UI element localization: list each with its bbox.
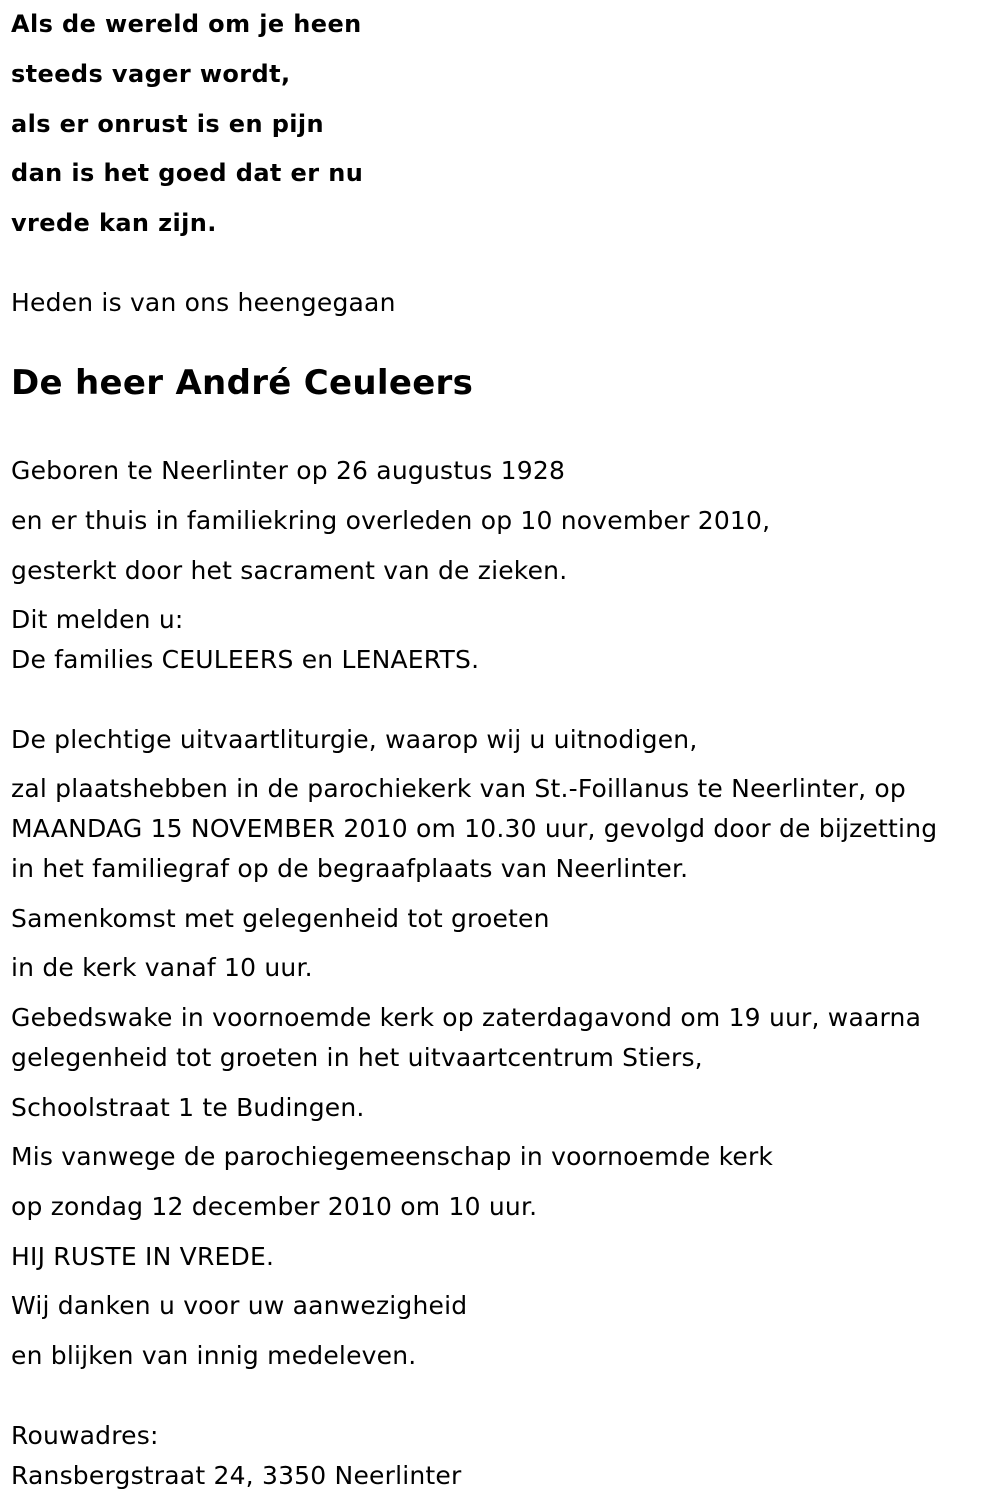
poem-line: steeds vager wordt, xyxy=(11,60,291,88)
death-line: en er thuis in familiekring overleden op 10 november 2010, xyxy=(11,506,771,535)
wake-line: gelegenheid tot groeten in het uitvaartcentrum Stiers, xyxy=(11,1043,703,1072)
mass-line: op zondag 12 december 2010 om 10 uur. xyxy=(11,1192,538,1221)
thanks-line: Wij danken u voor uw aanwezigheid xyxy=(11,1291,468,1320)
rest-in-peace: HIJ RUSTE IN VREDE. xyxy=(11,1242,275,1271)
funeral-line: De plechtige uitvaartliturgie, waarop wij u uitnodigen, xyxy=(11,725,698,754)
intro-text: Heden is van ons heengegaan xyxy=(11,288,396,317)
poem-line: Als de wereld om je heen xyxy=(11,10,362,38)
funeral-line: zal plaatshebben in de parochiekerk van St.-Foillanus te Neerlinter, op xyxy=(11,774,906,803)
gathering-line: Samenkomst met gelegenheid tot groeten xyxy=(11,904,550,933)
announce-label: Dit melden u: xyxy=(11,605,184,634)
funeral-line: in het familiegraf op de begraafplaats van Neerlinter. xyxy=(11,854,689,883)
wake-line: Schoolstraat 1 te Budingen. xyxy=(11,1093,365,1122)
address-label: Rouwadres: xyxy=(11,1421,159,1450)
funeral-line: MAANDAG 15 NOVEMBER 2010 om 10.30 uur, gevolgd door de bijzetting xyxy=(11,814,938,843)
wake-line: Gebedswake in voornoemde kerk op zaterdagavond om 19 uur, waarna xyxy=(11,1003,922,1032)
mass-line: Mis vanwege de parochiegemeenschap in voornoemde kerk xyxy=(11,1142,774,1171)
poem-line: vrede kan zijn. xyxy=(11,209,217,237)
deceased-name: De heer André Ceuleers xyxy=(11,363,474,403)
families-line: De families CEULEERS en LENAERTS. xyxy=(11,645,480,674)
gathering-line: in de kerk vanaf 10 uur. xyxy=(11,953,313,982)
sacrament-line: gesterkt door het sacrament van de zieken. xyxy=(11,556,568,585)
thanks-line: en blijken van innig medeleven. xyxy=(11,1341,417,1370)
poem-line: dan is het goed dat er nu xyxy=(11,159,364,187)
poem-line: als er onrust is en pijn xyxy=(11,110,325,138)
birth-line: Geboren te Neerlinter op 26 augustus 1928 xyxy=(11,456,566,485)
address-line: Ransbergstraat 24, 3350 Neerlinter xyxy=(11,1461,462,1490)
